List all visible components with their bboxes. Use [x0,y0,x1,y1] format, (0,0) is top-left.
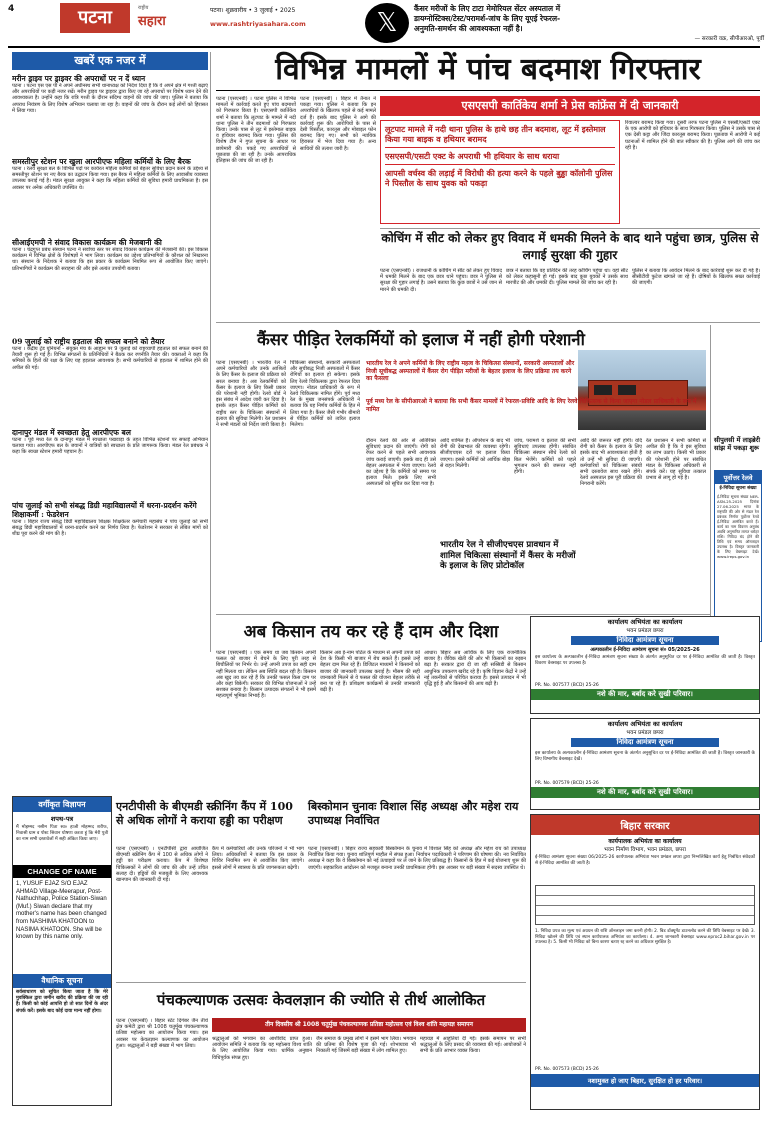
brief-body: पटना । बिहार राज्य संबद्ध डिग्री महाविद्यालय शिक्षक शिक्षकेतर कर्मचारी महासंघ ने पांच जुलाई को सभी संबद्ध डिग्री महाविद्यालयों में धरना-प्रदर्शन करने का निर्णय लिया है। फेडरेशन ने सरकार से लंबित मांगों को शीघ्र पूरा करने की मांग की है। [12,519,208,538]
tender-title: पूर्वोत्तर रेलवे [715,471,761,484]
bihar-govt-ad [530,814,760,1110]
headline-ntpc: एनटीपीसी के बीएमडी स्क्रीनिंग कैंप में 100 से अधिक लोगों ने कराया हड्डी का परीक्षण [116,800,293,827]
brief-heading: सीआईएमपी ने संवाद विकास कार्यक्रम की मेजबानी की [12,238,162,247]
story-col: आदि शामिल हैं। ऑपरेशन के बाद भी रोगी की देखभाल की व्यवस्था रहेगी। सीजीएचएस दरों पर इलाज किया जाएगा। इससे कर्मियों को आर्थिक बोझ से राहत मिलेगी। [440,438,510,469]
highlight-box [380,120,620,224]
pr-number: PR. No. 007579 (BCD) 25-26 [535,781,599,786]
page-number: 4 [8,4,15,14]
headline-election: बिस्कोमान चुनावः विशाल सिंह अध्यक्ष और महेश राय उपाध्यक्ष निर्वाचित [308,800,519,827]
notice-subheading: भवन प्रमंडल छपरा [626,730,664,736]
rule [380,228,760,229]
notice-footer [531,683,759,688]
story-col: रेल प्रशासन ने सभी कर्मियों से अपील की है कि वे इस सुविधा का लाभ उठाएं। किसी भी प्रकार की परेशानी होने पर संबंधित मंडल के चिकित्सा अधिकारी से संपर्क करें। यह सुविधा तत्काल प्रभाव से लागू हो गई है। [646,438,706,482]
rule [216,614,710,615]
story-col: पुलिस ने बताया कि आवेदन मिलने के बाद कार्रवाई शुरू कर दी गई है। सीसीटीवी फुटेज खंगाले जा रहे हैं। दोषियों के खिलाफ सख्त कार्रवाई की जाएगी। [632,268,760,287]
bihar-ad-line: भवन निर्माण विभाग, भवन प्रमंडल, छपरा [604,847,686,853]
tender-table [535,885,755,925]
brand-small: राष्ट्रीय [138,5,149,11]
legal-notice-text: सर्वसाधारण को सूचित किया जाता है कि मेरे मुवक्किल द्वारा जमीन खरीद की प्रक्रिया की जा रही है। किसी को कोई आपत्ति हो तो सात दिनों के अंदर संपर्क करें। इसके बाद कोई दावा मान्य नहीं होगा। [16,990,108,1014]
classifieds-subtitle: शपथ-पत्र [50,815,74,823]
notice-heading: कार्यालय अभियंता का कार्यालय [607,618,683,626]
headline-coaching: कोचिंग में सीट को लेकर हुए विवाद में धमकी मिलने के बाद थाने पहुंचा छात्र, पुलिस से लगाई सुरक्षा की गुहार [381,231,759,262]
brand-logo [138,5,198,31]
brand-name: सहारा [138,14,166,29]
story-col: पटना (एसएनबी) । बिहार राज्य सहकारी बिस्कोमान के चुनाव में विशाल सिंह को अध्यक्ष और महेश राय को उपाध्यक्ष निर्वाचित किया गया। चुनाव शांतिपूर्ण माहौल में संपन्न हुआ। निर्वाचन पदाधिकारी ने परिणाम की घोषणा की। नव निर्वाचित अध्यक्ष ने कहा कि वे बिस्कोमान को नई ऊंचाइयों पर ले जाने के लिए प्रतिबद्ध हैं। किसानों के हित में कई योजनाएं शुरू की जाएंगी। सहकारिता आंदोलन को मजबूत बनाना उनकी प्राथमिकता होगी। इस अवसर पर बड़ी संख्या में सदस्य उपस्थित थे। [308,846,526,871]
rule [216,90,760,91]
headline-cancer: कैंसर पीड़ित रेलकर्मियों को इलाज में नहीं होगी परेशानी [257,330,585,349]
story-col: किसान अब ई-नाम पोर्टल के माध्यम से अपनी उपज को देश के किसी भी बाजार में बेच सकते हैं। इससे उन्हें बेहतर दाम मिल रहे हैं। डिजिटल माध्यमों ने किसानों को बाजार की जानकारी उपलब्ध कराई है। मौसम की सही जानकारी मिलने से वे फसल की योजना बेहतर तरीके से बना पा रहे हैं। प्रशिक्षण कार्यक्रमों से उनकी जानकारी बढ़ी है। [320,650,420,694]
bihar-ad-tagline: नशामुक्त हो जाए बिहार, सुरक्षित हो हर परिवार। [531,1074,759,1087]
press-band [380,96,760,116]
story-col: महायज्ञ में आहुतियां दी गईं। इसके समापन पर सभी श्रद्धालुओं के लिए प्रसाद की व्यवस्था की गई। आयोजकों ने सभी के प्रति आभार व्यक्त किया। [420,1036,526,1055]
site-url: www.rashtriyasahara.com [210,20,306,28]
story-col: श्रद्धालुओं को भगवान का आशीर्वाद प्राप्त हुआ। आयोजन समिति ने बताया कि यह महोत्सव विश्व शांति के लिए आयोजित किया गया। धार्मिक अनुष्ठान विधिपूर्वक संपन्न हुए। [212,1036,312,1061]
column-divider [710,325,711,645]
bihar-ad-text: ई-निविदा आमंत्रण सूचना संख्या 06/2025-26 कार्यपालक अभियंता भवन प्रमंडल छपरा द्वारा निम्नलिखित कार्य हेतु निबंधित संवेदकों से ई-निविदा आमंत्रित की जाती है। [535,855,755,867]
headline-farmer: अब किसान तय कर रहे हैं दाम और दिशा [243,622,499,642]
x-logo-icon: 𝕏 [365,3,409,43]
brief-body: पटना । रेलवे सुरक्षा बल के विभिन्न पदों पर कार्यरत महिला कर्मियों को बेहतर सुविधा प्रदान करने के उद्देश्य से समस्तीपुर स्टेशन पर नए बैरक का उद्घाटन किया गया। इस बैरक में महिला कर्मियों के लिए आवासीय व्यवस्था उपलब्ध कराई गई है। मंडल सुरक्षा आयुक्त ने कहा कि महिला कर्मियों की सुविधा हमारी प्राथमिकता है। इस अवसर पर अनेक अधिकारी उपस्थित थे। [12,166,208,191]
notice-tagline: नशे की मार, बर्बाद करे सुखी परिवार। [531,787,759,798]
ad-line: डायग्नोस्टिक्स/टेस्ट/परामर्श-जांच के लिए यूएई रेफरल- [414,14,561,23]
story-col: पटना (एसएनबी) । भारतीय रेल ने अपने कर्मचारियों और उनके आश्रितों के लिए कैंसर के इलाज की प्रक्रिया को सरल बनाया है। अब रेलकर्मियों को कैंसर के इलाज के लिए किसी प्रकार की परेशानी नहीं होगी। रेलवे बोर्ड ने इस संबंध में आदेश जारी कर दिया है। इसके तहत कैंसर पीड़ित कर्मियों को राष्ट्रीय स्तर के चिकित्सा संस्थानों में इलाज की सुविधा मिलेगी। रेल प्रशासन ने सभी मंडलों को निर्देश जारी किया है। [216,360,286,429]
legal-notice-title: वैधानिक सूचना [13,974,111,988]
notice-ad-2 [530,718,760,810]
railway-subhead: भारतीय रेल ने सीजीएचएस प्रावधान में शामिल चिकित्सा संस्थानों में कैंसर के मरीजों के इलाज के लिए प्रोटोकॉल [440,540,576,571]
brief-heading: दानापुर मंडल में स्वच्छता हेतु आरपीएफ बल [12,428,131,437]
change-of-name-title: CHANGE OF NAME [13,865,111,878]
bihar-ad-title: बिहार सरकार [531,815,759,835]
notice-title: निविदा आमंत्रण सूचना [571,738,719,747]
classifieds-title: वर्गीकृत विज्ञापन [13,797,111,812]
cancer-intro-2 [366,398,706,434]
pr-number: PR. No. 007577 (BCD) 25-26 [535,683,599,688]
story-col: पटना (एसएनबी) । एक समय था जब किसान अपनी फसल को बाजार में बेचने के लिए पूरी तरह से बिचौलियों पर निर्भर थे। उन्हें अपनी उपज का सही दाम नहीं मिलता था। लेकिन अब स्थिति बदल रही है। किसान अब खुद तय कर रहे हैं कि उनकी फसल किस दाम पर और कहां बिकेगी। सरकार की विभिन्न योजनाओं ने उन्हें सशक्त बनाया है। किसान उत्पादक संगठनों ने भी इसमें महत्वपूर्ण भूमिका निभाई है। [216,650,316,700]
press-band-text: एसएसपी कार्तिकेय शर्मा ने प्रेस कांफ्रेंस में दी जानकारी [461,99,679,112]
edition-info: पटना। शुक्रवारीय • 3 जुलाई • 2025 [210,7,296,14]
story-col: आदि की जरूरत नहीं होगी। यदि रोगी को कैंसर के इलाज के लिए इसके बाद भी आवश्यकता होती है तो उन्हें भी सुविधा दी जाएगी। कर्मचारियों को चिकित्सा संबंधी सभी दस्तावेज साथ रखने होंगे। रेलवे अस्पताल इस पूरी प्रक्रिया की निगरानी करेंगे। [580,438,642,488]
sidebar-heading: सीपुलसी में लाइब्रेरी सांझ में पकड़ा शुरू [714,436,761,452]
train-window-shape [594,385,612,395]
story-col: दौरान रेलवे की ओर से अतिरिक्त सुविधाएं प्रदान की जाएंगी। रोगी को रेफर करने से पहले सभी आवश्यक जांच कराई जाएगी। इसके बाद ही उसे बेहतर अस्पताल में भेजा जाएगा। रेलवे का उद्देश्य है कि कर्मियों को समय पर इलाज मिले। इसके लिए सभी अस्पतालों को सूचित कर दिया गया है। [366,438,436,488]
brief-heading: 09 जुलाई को राष्ट्रीय हड़ताल की सफल बनाने को तैयार [12,337,165,346]
ad-line: — सरकारी वक्र, सीपीआरओ, पूर्वी [694,36,764,42]
rule [116,982,526,983]
ad-line: कैंसर मरीजों के लिए टाटा मेमोरियल सेंटर अस्पताल में [414,4,561,13]
brief-body: पटना । केंद्रीय ट्रेड यूनियनों - संयुक्त मंच के आह्वान पर 9 जुलाई को राष्ट्रव्यापी हड़ताल को सफल बनाने की तैयारी शुरू हो गई है। विभिन्न संगठनों के प्रतिनिधियों ने बैठक कर रणनीति तैयार की। वक्ताओं ने कहा कि श्रमिकों के हितों की रक्षा के लिए यह हड़ताल आवश्यक है। सभी कर्मचारियों से हड़ताल में शामिल होने की अपील की गई। [12,346,208,371]
train-window-shape [618,385,636,395]
ad-line: अनुमति-समर्थन की आवश्यकता नहीं है। [414,24,523,33]
section-label: खबरें एक नजर में [12,52,208,70]
headline-main: विभिन्न मामलों में पांच बदमाश गिरफ्तार [275,52,701,87]
column-divider [210,52,211,652]
notice-text: इस कार्यालय के अल्पकालीन ई-निविदा आमंत्रण सूचना संख्या के अंतर्गत अनुसूचित दर पर ई-निविदा आमंत्रित की जाती है। विस्तृत विवरण वेबसाइट पर उपलब्ध है। [535,655,755,667]
brief-body: पटना । चंद्रगुप्त प्रबंध संस्थान पटना ने सर्वोच्च स्तर पर संवाद विकास कार्यक्रम की मेजबानी की। इस विकास कार्यक्रम में विभिन्न क्षेत्रों के विशेषज्ञों ने भाग लिया। कार्यक्रम का उद्देश्य प्रतिभागियों के कौशल को निखारना था। संस्थान के निदेशक ने बताया कि इस प्रकार के कार्यक्रम नियमित रूप से आयोजित किए जाएंगे। प्रतिभागियों ने कार्यक्रम की सराहना की और इसे अत्यंत उपयोगी बताया। [12,247,208,272]
story-col: पटना (एसएनबी) । पटना पुलिस ने विभिन्न मामलों में कार्रवाई करते हुए पांच बदमाशों को गिरफ्तार किया है। एसएसपी कार्तिकेय शर्मा ने बताया कि लूटपाट के मामले में नदी थाना पुलिस ने तीन बदमाशों को गिरफ्तार किया। उनके पास से लूट में इस्तेमाल बाइक व हथियार बरामद किया गया। पुलिस की विशेष टीम ने गुप्त सूचना के आधार पर छापेमारी की। पकड़े गए अपराधियों से पूछताछ की जा रही है। उनके आपराधिक इतिहास की जांच की जा रही है। [216,96,296,165]
story-col: पटना (एसएनबी) । बिहार में तैनात ने पकड़ा गया। पुलिस ने बताया कि इन अपराधियों के खिलाफ पहले से कई मामले दर्ज हैं। इसके बाद पुलिस ने आगे की कार्रवाई शुरू की। आरोपियों के पास से देसी पिस्तौल, कारतूस और मोबाइल फोन बरामद किए गए। सभी को न्यायिक हिरासत में भेज दिया गया है। अन्य साथियों की तलाश जारी है। [300,96,376,152]
tender-text: ई-निविदा सूचना संख्या NER-ASN-25-2025 दिनांक 27.06.2025 भारत के राष्ट्रपति की ओर से मंडल रेल प्रबंधक निर्माण पूर्वोत्तर रेलवे ई-निविदा आमंत्रित करते हैं। कार्य का नाम विवरण अनुबंध अवधि अनुमानित लागत धरोहर राशि। निविदा बंद होने की तिथि एवं समय ऑनलाइन उपलब्ध है। विस्तृत जानकारी के लिए वेबसाइट देखें। www.ireps.gov.in [717,494,759,559]
story-col: पटना (एसएनबी) । बिहार स्टेट दिगंबर जैन तीर्थ क्षेत्र कमेटी द्वारा श्री 1008 चतुर्मुख पंचकल्याणक प्रतिष्ठा महोत्सव का आयोजन किया गया। इस अवसर पर केवलज्ञान कल्याणक का आयोजन हुआ। श्रद्धालुओं ने बड़ी संख्या में भाग लिया। [116,1018,208,1049]
story-col: आधार। बिहार अब आर्थिक के लिए एक राजनीतिक बाजार है। जैविक खेती की ओर भी किसानों का रुझान बढ़ा है। सरकार द्वारा दी जा रही सब्सिडी से किसान आधुनिक उपकरण खरीद रहे हैं। कृषि विज्ञान केंद्रों ने उन्हें नई तकनीकों से परिचित कराया है। इससे उत्पादन में भी वृद्धि हुई है और किसानों की आय बढ़ी है। [424,650,526,688]
story-col: रिवाल्वर बरामद किया गया। दूसरी तरफ पटना पुलिस ने एससी/एसटी एक्ट के एक आरोपी को हथियार के साथ गिरफ्तार किया। पुलिस ने उसके पास से एक देसी कट्टा और जिंदा कारतूस बरामद किया। पूछताछ में आरोपी ने कई घटनाओं में शामिल होने की बात स्वीकार की है। पुलिस आगे की जांच कर रही है। [625,120,760,151]
city-masthead: पटना [60,3,130,33]
notice-tagline: नशे की मार, बर्बाद करे सुखी परिवार। [531,689,759,700]
notice-title: निविदा आमंत्रण सूचना [571,636,719,645]
bihar-ad-details: 1. निविदा प्रपत्र का मूल्य एवं अग्रधन की राशि ऑनलाइन जमा करनी होगी। 2. बिड डॉक्यूमेंट डाउनलोड करने की तिथि वेबसाइट पर देखें। 3. निविदा खोलने की तिथि एवं स्थान कार्यपालक अभियंता का कार्यालय। 4. अन्य जानकारी वेबसाइट www.eproc2.bihar.gov.in पर उपलब्ध है। 5. किसी भी निविदा को बिना कारण बताए रद्द करने का अधिकार सुरक्षित है। [535,929,755,946]
notice-line: अल्पकालीन ई-निविदा आमंत्रण सूचना सं० 05/2025-26 [590,647,700,653]
brief-heading: मरीन ड्राइव पर ड्राइवर की अपराधों पर न दें ध्यान [12,74,146,83]
story-col: छात्र ने बताया कि वह प्रतिदिन की तरह कोचिंग पहुंचा था। वहां सीट को लेकर कहासुनी हो गई। इसके बाद कुछ युवकों ने उसके साथ मारपीट की और धमकी दी। पुलिस मामले की जांच कर रही है। [506,268,628,287]
story-col: पटना (एसएनबी) । राजधानी के कोचिंग में सीट को लेकर हुए विवाद में धमकी मिलने के बाद एक छात्र थाने पहुंचा। छात्र ने पुलिस से सुरक्षा की गुहार लगाई है। उसने बताया कि कुछ छात्रों ने उसे जान से मारने की धमकी दी। [380,268,502,293]
top-rule [8,46,760,48]
story-col: चिकित्सा संस्थानों, सरकारी अस्पतालों और सूचीबद्ध निजी अस्पतालों में कैंसर रोगियों का इलाज हो सकेगा। इसके लिए रेलवे चिकित्सक द्वारा रेफरल दिया जाएगा। नोडल प्राधिकारी के रूप में रेलवे चिकित्सक नामित होंगे। पूर्व मध्य रेल के मुख्य जनसंपर्क अधिकारी ने बताया कि यह निर्णय कर्मियों के हित में लिया गया है। कैंसर जैसी गंभीर बीमारी से पीड़ित कर्मियों को त्वरित इलाज मिलेगा। [290,360,360,429]
headline-panchkalyan: पंचकल्याणक उत्सवः केवलज्ञान की ज्योति से तीर्थ आलोकित [156,991,486,1009]
story-col: जांच, परामर्श व इलाज की सभी सुविधाएं उपलब्ध होंगी। संबंधित चिकित्सा संस्थान सीधे रेलवे को बिल भेजेंगे। कर्मियों को पहले भुगतान करने की जरूरत नहीं होगी। [514,438,576,476]
brief-body: पटना । पटना एस एस पी ने अपने अधीनस्थ सभी थानाध्यक्ष को निर्देश दिया है कि वे अपने क्षेत्र में गश्ती बढ़ाएं और अपराधियों पर कड़ी नजर रखें। मरीन ड्राइव पर ड्राइवर द्वारा किए जा रहे अपराधों पर विशेष ध्यान देने की आवश्यकता है। उन्होंने कहा कि रात्रि गश्ती के दौरान संदिग्ध वाहनों की जांच की जाए। पुलिस ने बताया कि अपराध नियंत्रण के लिए विशेष अभियान चलाया जा रहा है। वाहनों की जांच के दौरान कई लोगों को हिरासत में लिया गया। [12,83,208,114]
panch-band [212,1018,526,1032]
pr-number: PR. No. 007573 (BCD) 25-26 [535,1067,599,1072]
masthead-ad [414,4,764,44]
classifieds-box [12,796,112,1106]
bihar-ad-subtitle: कार्यपालक अभियंता का कार्यालय [608,838,682,845]
panch-band-text: तीन दिवसीय श्री 1008 चतुर्मुख पंचकल्याणक प्रतिष्ठा महोत्सव एवं विश्व शांति महायज्ञ समापन [265,1021,473,1028]
change-of-name-text: 1, YUSUF EJAZ S/O EJAZ AHMAD Village-Meerapur, Post-Nathuchhap, Police Station-Siwan (Muf.) Siwan declare that my mother's name has been changed from NASHIMA KHATOON to NASIMA KHATOON. She will be known by this name only. [16,881,107,941]
brief-body: पटना । पूर्व मध्य रेल के दानापुर मंडल में स्वच्छता पखवाड़ा के तहत विभिन्न स्टेशनों पर सफाई अभियान चलाया गया। आरपीएफ बल के जवानों ने यात्रियों को स्वच्छता के प्रति जागरूक किया। मंडल रेल प्रबंधक ने कहा कि स्वच्छ स्टेशन हमारी पहचान है। [12,437,208,456]
brief-heading: पांच जुलाई को सभी संबद्ध डिग्री महाविद्यालयों में धरना-प्रदर्शन करेंगे शिक्षाकर्मी : फेडरेशन [12,501,197,519]
affidavit-text: मैं मोहम्मद नसीम पिता स्व० हाजी मोहम्मद शरीफ, निवासी ग्राम व पोस्ट सिवान घोषणा करता हूं कि मेरी पुत्री का नाम सभी दस्तावेजों में सही अंकित किया जाए। [16,825,108,843]
intro-bullet: पूर्व मध्य रेल के सीपीआरओ ने बताया कि सभी कैंसर मामलों में रेफरल-प्रविष्टि आदि के लिए रेलवे चिकित्सक से किया जाएगा नोडल प्राधिकारी के रूप में नामित [366,398,697,413]
briefs-column [12,74,208,634]
notice-ad-1 [530,616,760,714]
brief-heading: समस्तीपुर स्टेशन पर खुला आरपीएफ महिला कर्मियों के लिए बैरक [12,157,191,166]
bullet-item: आपसी वर्चस्व की लड़ाई में विरोधी की हत्या करने के पहले बुड्ढा कॉलोनी पुलिस ने पिस्तौल के साथ युवक को पकड़ा [385,168,613,188]
tender-subtitle: ई-निविदा सूचना संख्या [719,486,757,491]
cancer-intro [366,360,576,398]
story-col: पटना (एसएनबी) । एनटीपीसी द्वारा आयोजित बीएमडी स्क्रीनिंग कैंप में 100 से अधिक लोगों ने हड्डी का परीक्षण कराया। कैंप में विशेषज्ञ चिकित्सकों ने लोगों की जांच की और उन्हें उचित सलाह दी। हड्डियों की मजबूती के लिए आवश्यक खानपान की जानकारी दी गई। [116,846,208,884]
notice-heading: कार्यालय अभियंता का कार्यालय [607,720,683,728]
story-col: जैन समाज के प्रमुख लोगों ने इसमें भाग लिया। भगवान की प्रतिमा की विशेष पूजा की गई। शोभायात्रा भी निकाली गई जिसमें बड़ी संख्या में लोग शामिल हुए। [316,1036,416,1055]
intro-bullet: भारतीय रेल ने अपने कर्मियों के लिए राष्ट्रीय महत्व के चिकित्सा संस्थानों, सरकारी अस्पतालों और निजी सूचीबद्ध अस्पतालों में कैंसर रोग पीड़ित मरीजों के बेहतर इलाज के लिए प्रक्रिया तय करने का फैसला [366,360,575,382]
bullet-item: एसएसपी/एसटी एक्ट के अपराधी भी हथियार के साथ धराया [385,151,560,161]
bullet-item: लूटपाट मामले में नदी थाना पुलिस के हाथे छह तीन बदमाश, लूट में इस्तेमाल किया गया बाइक व हथियार बरामद [385,124,606,144]
rule [216,322,760,323]
story-col: कैंप में कर्मचारियों और उनके परिजनों ने भी भाग लिया। अधिकारियों ने बताया कि इस प्रकार के शिविर नियमित रूप से आयोजित किए जाएंगे। इससे लोगों में स्वास्थ्य के प्रति जागरूकता बढ़ेगी। [212,846,304,871]
notice-text: इस कार्यालय के अल्पकालीन ई-निविदा आमंत्रण सूचना के अंतर्गत अनुसूचित दर पर ई-निविदा आमंत्रित की जाती है। विस्तृत जानकारी के लिए विभागीय वेबसाइट देखें। [535,751,755,763]
notice-subheading: भवन प्रमंडल छपरा [626,628,664,634]
